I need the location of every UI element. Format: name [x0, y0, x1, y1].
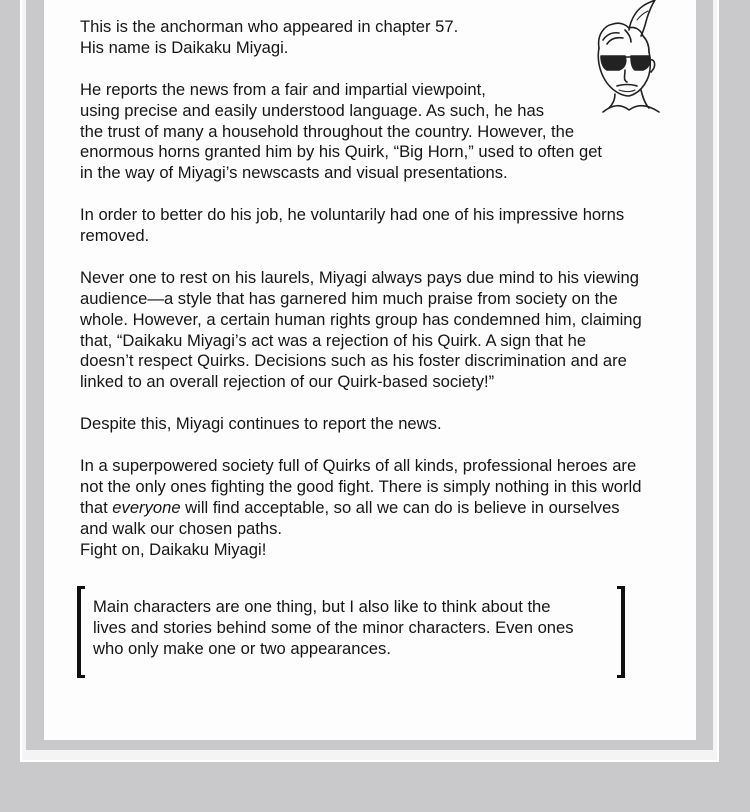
text-line: audience—a style that has garnered him much praise from society on the	[80, 288, 618, 308]
note-line: lives and stories behind some of the minor characters. Even ones	[93, 618, 574, 637]
text-line: He reports the news from a fair and impartial viewpoint,	[80, 79, 486, 99]
text-line: that, “Daikaku Miyagi’s act was a rejection of his Quirk. A sign that he	[80, 330, 587, 350]
text-line: the trust of many a household throughout the country. However, the	[80, 121, 575, 141]
text-line: using precise and easily understood language. As such, he has	[80, 100, 545, 120]
paragraph-criticism	[80, 268, 690, 393]
text-line: not the only ones fighting the good fight. There is simply nothing in this world	[80, 476, 642, 496]
text-line: Never one to rest on his laurels, Miyagi always pays due mind to his viewing	[80, 267, 639, 287]
text-line: His name is Daikaku Miyagi.	[80, 37, 289, 57]
text-line: Fight on, Daikaku Miyagi!	[80, 539, 267, 559]
text-line: and walk our chosen paths.	[80, 518, 283, 538]
text-fragment: that	[80, 497, 113, 517]
note-line: Main characters are one thing, but I also like to think about the	[93, 597, 551, 616]
text-line: doesn’t respect Quirks. Decisions such as his foster discrimination and are	[80, 351, 627, 371]
emphasized-word: everyone	[112, 497, 181, 517]
text-fragment: will find acceptable, so all we can do is believe in ourselves	[180, 497, 620, 517]
text-line: linked to an overall rejection of our Quirk-based society!”	[80, 372, 495, 392]
text-line: In a superpowered society full of Quirks of all kinds, professional heroes are	[80, 455, 637, 475]
paragraph-conclusion	[80, 456, 690, 561]
text-line: whole. However, a certain human rights group has condemned him, claiming	[80, 309, 642, 329]
text-line: In order to better do his job, he voluntarily had one of his impressive horns	[80, 205, 625, 225]
text-line: Despite this, Miyagi continues to report the news.	[80, 414, 442, 434]
paragraph-despite	[80, 414, 690, 435]
text-line: This is the anchorman who appeared in chapter 57.	[80, 17, 459, 36]
note-line: who only make one or two appearances.	[93, 639, 391, 658]
paragraph-horn-removed	[80, 205, 690, 247]
right-bracket-icon	[617, 586, 627, 678]
text-line: in the way of Miyagi’s newscasts and visual presentations.	[80, 163, 508, 183]
left-bracket-icon	[75, 586, 85, 678]
text-line: enormous horns granted him by his Quirk, “Big Horn,” used to often get	[80, 142, 603, 162]
text-line-emphasis	[80, 498, 690, 519]
anchorman-portrait-icon	[585, 0, 675, 115]
author-note	[75, 586, 627, 678]
note-text	[93, 596, 613, 659]
text-line: removed.	[80, 226, 150, 246]
